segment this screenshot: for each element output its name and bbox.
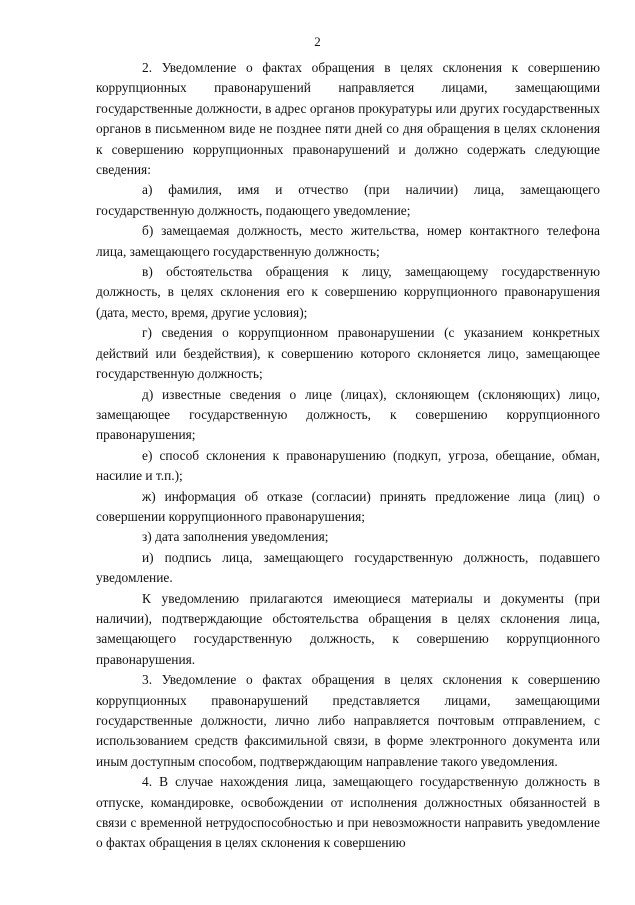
list-item-g: г) сведения о коррупционном правонарушении (с указанием конкретных действий или бездействия), к совершению которого склоняется лицо, замещающее государственную должность;	[96, 325, 600, 382]
list-item-zh: ж) информация об отказе (согласии) принять предложение лица (лиц) о совершении коррупционного правонарушения;	[96, 488, 600, 524]
list-item-v: в) обстоятельства обращения к лицу, замещающему государственную должность, в целях склонения его к совершению коррупционного правонарушения (дата, место, время, другие условия);	[96, 264, 600, 320]
list-item-b: б) замещаемая должность, место жительства, номер контактного телефона лица, замещающего государственную должность;	[96, 223, 600, 259]
paragraph-2-intro: 2. Уведомление о фактах обращения в целях склонения к совершению коррупционных правонарушений направляется лицами, замещающими государственные должности, в адрес органов прокуратуры или других государственных органов в письменном виде не позднее пяти дней со дня обращения в целях склонения к совершению коррупционных правонарушений и должно содержать следующие сведения:	[96, 60, 600, 178]
list-item-a: а) фамилия, имя и отчество (при наличии) лица, замещающего государственную должность, подающего уведомление;	[96, 182, 600, 218]
list-item-d: д) известные сведения о лице (лицах), склоняющем (склоняющих) лицо, замещающее государственную должность, к совершению коррупционного правонарушения;	[96, 386, 600, 443]
list-item-i: и) подпись лица, замещающего государственную должность, подавшего уведомление.	[96, 549, 600, 586]
paragraph-3: 3. Уведомление о фактах обращения в целях склонения к совершению коррупционных правонарушений представляется лицами, замещающими государственные должности, лично либо направляется почтовым отправлением, с использованием средств факсимильной связи, в форме электронного документа или иным доступным способом, подтверждающим направление такого уведомления.	[96, 672, 600, 769]
list-item-e: е) способ склонения к правонарушению (подкуп, угроза, обещание, обман, насилие и т.п.);	[96, 447, 600, 484]
paragraph-attachments: К уведомлению прилагаются имеющиеся материалы и документы (при наличии), подтверждающие обстоятельства обращения в целях склонения лица, замещающего государственную должность, к совершению коррупционного правонарушения.	[96, 590, 600, 667]
list-item-z: з) дата заполнения уведомления;	[142, 529, 329, 545]
paragraph-4: 4. В случае нахождения лица, замещающего государственную должность в отпуске, командировке, освобождении от исполнения должностных обязанностей в связи с временной нетрудоспособностью и при невозможности направить уведомление о фактах обращения в целях склонения к совершению	[96, 774, 600, 851]
document-body	[96, 58, 600, 854]
page-number: 2	[314, 34, 321, 49]
